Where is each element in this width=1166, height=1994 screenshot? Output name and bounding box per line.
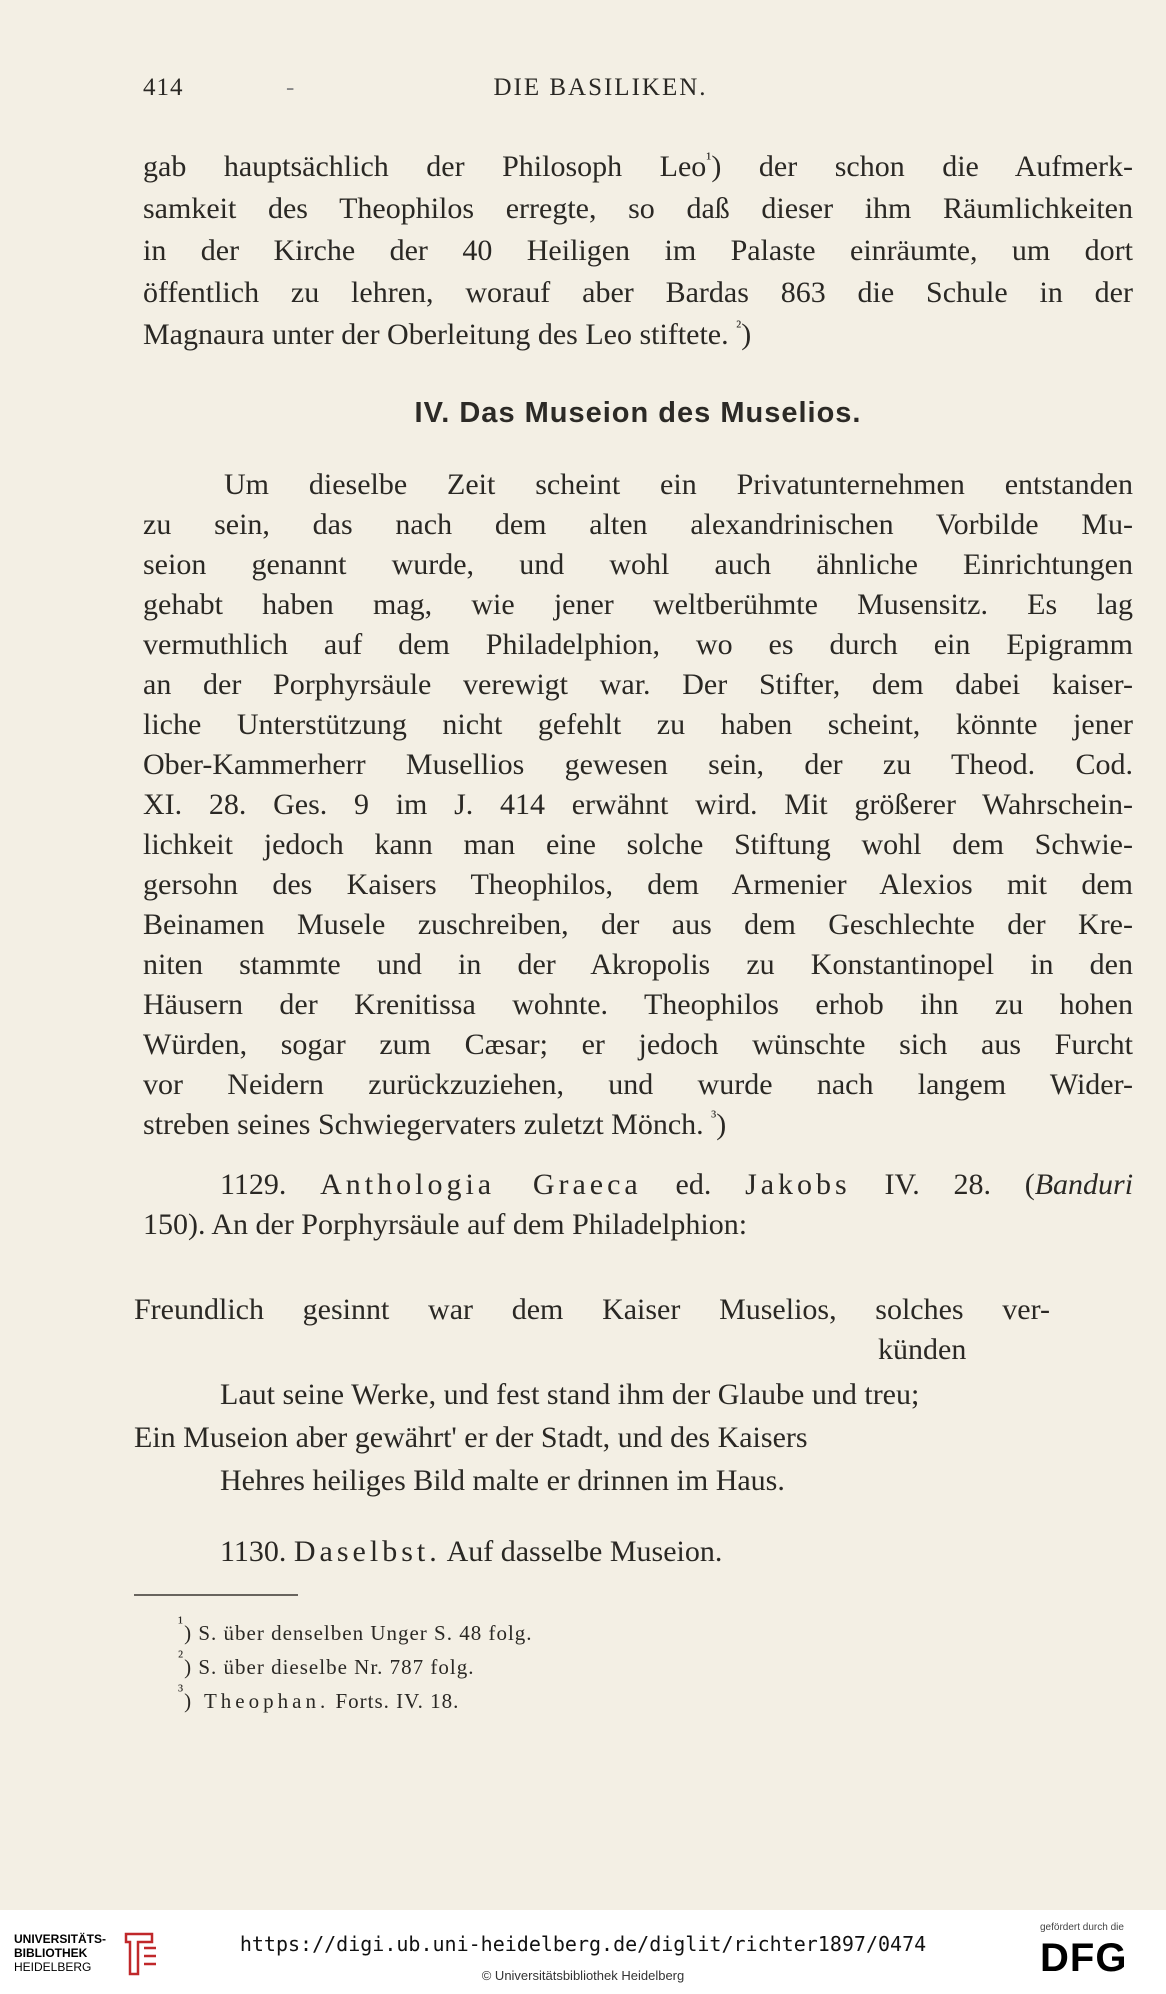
- entry-1130: 1130. Daselbst. Auf dasselbe Museion.: [220, 1535, 723, 1568]
- text-line: Beinamen Musele zuschreiben, der aus dem Geschlechte der Kre-: [143, 908, 1133, 941]
- text-line: Ober-Kammerherr Musellios gewesen sein, der zu Theod. Cod.: [143, 748, 1133, 781]
- text-line: XI. 28. Ges. 9 im J. 414 erwähnt wird. Mit größerer Wahrschein-: [143, 788, 1133, 821]
- text-line: in der Kirche der 40 Heiligen im Palaste einräumte, um dort: [143, 234, 1133, 267]
- entry-1129-line-2: 150). An der Porphyrsäule auf dem Philadelphion:: [143, 1208, 748, 1241]
- dfg-logo: DFG: [1040, 1936, 1128, 1980]
- page-number: 414: [143, 74, 184, 101]
- running-title: DIE BASILIKEN.: [493, 74, 708, 101]
- text-line: gab hauptsächlich der Philosoph Leo$^{^1}$) der schon die Aufmerk-: [143, 149, 1133, 183]
- poem-line: Hehres heiliges Bild malte er drinnen im Haus.: [220, 1464, 785, 1497]
- text-line: vor Neidern zurückzuziehen, und wurde nach langem Wider-: [143, 1068, 1133, 1101]
- text-line: samkeit des Theophilos erregte, so daß dieser ihm Räumlichkeiten: [143, 192, 1133, 225]
- page-url-link[interactable]: https://digi.ub.uni-heidelberg.de/diglit/richter1897/0474: [239, 1932, 927, 1956]
- text-line: niten stammte und in der Akropolis zu Konstantinopel in den: [143, 948, 1133, 981]
- text-line: lichkeit jedoch kann man eine solche Stiftung wohl dem Schwie-: [143, 828, 1133, 861]
- text-line: Häusern der Krenitissa wohnte. Theophilos erhob ihn zu hohen: [143, 988, 1133, 1021]
- text-line: gersohn des Kaisers Theophilos, dem Armenier Alexios mit dem: [143, 868, 1133, 901]
- text-line: Magnaura unter der Oberleitung des Leo stiftete. $^{^2}$): [143, 317, 752, 351]
- entry-1129-line-1: 1129. Anthologia Graeca ed. Jakobs IV. 28. (Banduri: [220, 1168, 1134, 1201]
- text-line: streben seines Schwiegervaters zuletzt Mönch. $^{^3}$): [143, 1107, 727, 1141]
- funding-note: gefördert durch die: [1040, 1922, 1124, 1933]
- text-line: Um dieselbe Zeit scheint ein Privatunternehmen entstanden: [224, 468, 1133, 501]
- text-line: liche Unterstützung nicht gefehlt zu haben scheint, könnte jener: [143, 708, 1133, 741]
- digitization-footer: [0, 1910, 1166, 1994]
- footnote-ref: ²: [736, 317, 742, 336]
- running-header: [143, 74, 1123, 114]
- text-line: zu sein, das nach dem alten alexandrinischen Vorbilde Mu-: [143, 508, 1133, 541]
- text-line: Würden, sogar zum Cæsar; er jedoch wünschte sich aus Furcht: [143, 1028, 1133, 1061]
- library-name: UNIVERSITÄTS- BIBLIOTHEK HEIDELBERG: [14, 1932, 107, 1974]
- text-line: an der Porphyrsäule verewigt war. Der Stifter, dem dabei kaiser-: [143, 668, 1133, 701]
- footnote-ref: ¹: [706, 149, 712, 168]
- poem-line: künden: [878, 1333, 967, 1366]
- text-line: vermuthlich auf dem Philadelphion, wo es durch ein Epigramm: [143, 628, 1133, 661]
- text-line: seion genannt wurde, und wohl auch ähnliche Einrichtungen: [143, 548, 1133, 581]
- poem-line: Ein Museion aber gewährt' er der Stadt, und des Kaisers: [134, 1421, 808, 1454]
- copyright-notice: © Universitätsbibliothek Heidelberg: [481, 1968, 685, 1983]
- poem-line: Laut seine Werke, und fest stand ihm der Glaube und treu;: [220, 1378, 920, 1411]
- section-heading: IV. Das Museion des Muselios.: [414, 397, 862, 429]
- footnote: $^{^2}$) S. über dieselbe Nr. 787 folg.: [178, 1647, 475, 1679]
- text-line: gehabt haben mag, wie jener weltberühmte Musensitz. Es lag: [143, 588, 1133, 621]
- poem-line: Freundlich gesinnt war dem Kaiser Muselios, solches ver-: [134, 1293, 1050, 1326]
- footnote: $^{^3}$) Theophan. Forts. IV. 18.: [178, 1681, 460, 1713]
- footnote-ref: ³: [711, 1107, 717, 1126]
- footnote-rule: [134, 1594, 300, 1597]
- footnote: $^{^1}$) S. über denselben Unger S. 48 folg.: [178, 1613, 533, 1645]
- header-dash: -: [286, 74, 296, 101]
- text-line: öffentlich zu lehren, worauf aber Bardas 863 die Schule in der: [143, 276, 1133, 309]
